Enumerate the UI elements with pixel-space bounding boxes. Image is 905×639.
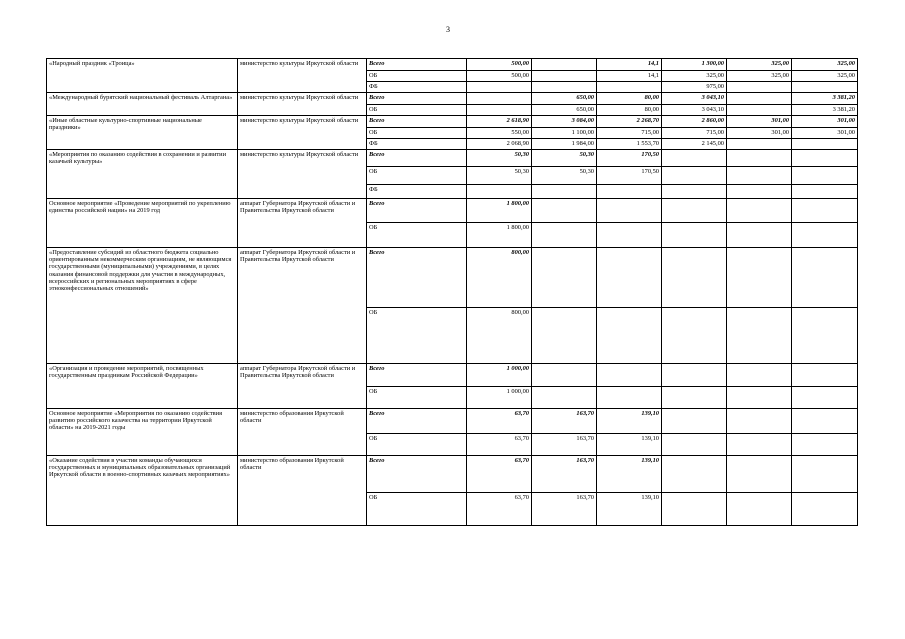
- amount-cell: 1 000,00: [467, 387, 532, 409]
- amount-cell: [597, 248, 662, 308]
- amount-cell: 325,00: [727, 59, 792, 71]
- amount-cell: [662, 167, 727, 185]
- funding-source-cell: Всего: [367, 93, 467, 105]
- amount-cell: [727, 82, 792, 93]
- funding-source-cell: ОБ: [367, 128, 467, 139]
- amount-cell: [662, 150, 727, 167]
- amount-cell: 163,70: [532, 493, 597, 526]
- amount-cell: 650,00: [532, 105, 597, 116]
- amount-cell: 301,00: [792, 128, 858, 139]
- amount-cell: 715,00: [597, 128, 662, 139]
- amount-cell: [662, 434, 727, 456]
- amount-cell: [792, 248, 858, 308]
- amount-cell: 63,70: [467, 409, 532, 434]
- amount-cell: [792, 82, 858, 93]
- amount-cell: 800,00: [467, 308, 532, 364]
- amount-cell: 50,30: [467, 167, 532, 185]
- funding-source-cell: ФБ: [367, 139, 467, 150]
- amount-cell: [597, 82, 662, 93]
- amount-cell: 1 800,00: [467, 223, 532, 248]
- event-name-cell: «Организация и проведение мероприятий, посвященных государственным праздникам Российской Федерации»: [47, 364, 238, 409]
- funding-source-cell: ОБ: [367, 71, 467, 82]
- amount-cell: [792, 139, 858, 150]
- amount-cell: [792, 409, 858, 434]
- amount-cell: [792, 199, 858, 223]
- amount-cell: [792, 456, 858, 493]
- amount-cell: [597, 308, 662, 364]
- funding-source-cell: Всего: [367, 248, 467, 308]
- amount-cell: 139,10: [597, 456, 662, 493]
- amount-cell: [792, 167, 858, 185]
- amount-cell: [532, 59, 597, 71]
- amount-cell: [532, 364, 597, 387]
- funding-source-cell: Всего: [367, 409, 467, 434]
- event-name-cell: Основное мероприятие «Проведение мероприятий по укреплению единства российской нации» на 2019 год: [47, 199, 238, 248]
- amount-cell: 2 860,00: [662, 116, 727, 128]
- funding-source-cell: Всего: [367, 59, 467, 71]
- amount-cell: 301,00: [727, 116, 792, 128]
- funding-source-cell: ОБ: [367, 223, 467, 248]
- amount-cell: 139,10: [597, 434, 662, 456]
- funding-source-cell: ОБ: [367, 493, 467, 526]
- amount-cell: [727, 248, 792, 308]
- amount-cell: 170,50: [597, 150, 662, 167]
- amount-cell: 715,00: [662, 128, 727, 139]
- event-name-cell: Основное мероприятие «Мероприятия по оказанию содействия развитию российского казачества на территории Иркутской области» на 2019-2021 годы: [47, 409, 238, 456]
- executor-cell: министерство культуры Иркутской области: [238, 150, 367, 199]
- executor-cell: аппарат Губернатора Иркутской области и Правительства Иркутской области: [238, 364, 367, 409]
- amount-cell: [792, 150, 858, 167]
- amount-cell: [727, 93, 792, 105]
- funding-source-cell: Всего: [367, 150, 467, 167]
- amount-cell: [662, 409, 727, 434]
- table-row: [47, 116, 858, 128]
- funding-source-cell: Всего: [367, 456, 467, 493]
- amount-cell: [727, 387, 792, 409]
- amount-cell: 50,30: [532, 150, 597, 167]
- amount-cell: [532, 185, 597, 199]
- amount-cell: 1 800,00: [467, 199, 532, 223]
- amount-cell: [597, 387, 662, 409]
- amount-cell: [597, 199, 662, 223]
- amount-cell: 3 381,20: [792, 93, 858, 105]
- amount-cell: [532, 387, 597, 409]
- amount-cell: 14,1: [597, 71, 662, 82]
- funding-source-cell: ФБ: [367, 82, 467, 93]
- amount-cell: 550,00: [467, 128, 532, 139]
- amount-cell: [467, 185, 532, 199]
- amount-cell: [662, 248, 727, 308]
- funding-source-cell: ОБ: [367, 308, 467, 364]
- amount-cell: 3 043,10: [662, 105, 727, 116]
- amount-cell: 325,00: [662, 71, 727, 82]
- amount-cell: 63,70: [467, 456, 532, 493]
- amount-cell: [597, 364, 662, 387]
- amount-cell: 1 100,00: [532, 128, 597, 139]
- amount-cell: [727, 105, 792, 116]
- amount-cell: 50,30: [467, 150, 532, 167]
- funding-source-cell: Всего: [367, 364, 467, 387]
- event-name-cell: «Оказание содействия в участии команды обучающихся государственных и муниципальных образовательных организаций Иркутской области в военно-спортивных казачьих мероприятиях»: [47, 456, 238, 526]
- amount-cell: 3 381,20: [792, 105, 858, 116]
- amount-cell: [727, 456, 792, 493]
- budget-table: [46, 58, 858, 526]
- table-row: [47, 199, 858, 223]
- amount-cell: 14,1: [597, 59, 662, 71]
- executor-cell: министерство образования Иркутской области: [238, 456, 367, 526]
- amount-cell: [467, 105, 532, 116]
- amount-cell: [662, 493, 727, 526]
- amount-cell: [792, 185, 858, 199]
- executor-cell: аппарат Губернатора Иркутской области и Правительства Иркутской области: [238, 248, 367, 364]
- amount-cell: 1 300,00: [662, 59, 727, 71]
- event-name-cell: «Иные областные культурно-спортивные национальные праздники»: [47, 116, 238, 150]
- amount-cell: 2 145,00: [662, 139, 727, 150]
- amount-cell: [727, 409, 792, 434]
- amount-cell: [727, 185, 792, 199]
- amount-cell: 63,70: [467, 493, 532, 526]
- amount-cell: [792, 434, 858, 456]
- amount-cell: [727, 223, 792, 248]
- amount-cell: [532, 223, 597, 248]
- amount-cell: 80,00: [597, 93, 662, 105]
- amount-cell: 301,00: [727, 128, 792, 139]
- amount-cell: [727, 493, 792, 526]
- amount-cell: [792, 387, 858, 409]
- amount-cell: 500,00: [467, 59, 532, 71]
- funding-source-cell: ОБ: [367, 387, 467, 409]
- amount-cell: [727, 139, 792, 150]
- amount-cell: [727, 434, 792, 456]
- executor-cell: министерство культуры Иркутской области: [238, 116, 367, 150]
- amount-cell: 1 984,00: [532, 139, 597, 150]
- executor-cell: аппарат Губернатора Иркутской области и Правительства Иркутской области: [238, 199, 367, 248]
- funding-source-cell: ОБ: [367, 167, 467, 185]
- amount-cell: 2 618,90: [467, 116, 532, 128]
- amount-cell: 301,00: [792, 116, 858, 128]
- amount-cell: 325,00: [727, 71, 792, 82]
- amount-cell: 1 553,70: [597, 139, 662, 150]
- table-row: [47, 456, 858, 493]
- amount-cell: [662, 456, 727, 493]
- amount-cell: 975,00: [662, 82, 727, 93]
- event-name-cell: «Международный бурятский национальный фестиваль Алтаргана»: [47, 93, 238, 116]
- amount-cell: [662, 364, 727, 387]
- amount-cell: [597, 185, 662, 199]
- amount-cell: 800,00: [467, 248, 532, 308]
- amount-cell: 3 043,10: [662, 93, 727, 105]
- event-name-cell: «Предоставление субсидий из областного бюджета социально ориентированным некоммерческим организациям, не являющимся государственными (муниципальными) учреждениями, в целях оказания финансовой поддержки для участия в международных, всероссийских и региональных мероприятиях в сфере этноконфессиональных отношений»: [47, 248, 238, 364]
- amount-cell: [597, 223, 662, 248]
- event-name-cell: «Народный праздник «Троица»: [47, 59, 238, 93]
- table-row: [47, 93, 858, 105]
- amount-cell: [467, 93, 532, 105]
- table-row: [47, 409, 858, 434]
- amount-cell: [532, 248, 597, 308]
- amount-cell: [662, 223, 727, 248]
- amount-cell: 170,50: [597, 167, 662, 185]
- amount-cell: [727, 167, 792, 185]
- amount-cell: 650,00: [532, 93, 597, 105]
- amount-cell: 80,00: [597, 105, 662, 116]
- amount-cell: 163,70: [532, 434, 597, 456]
- amount-cell: 2 268,70: [597, 116, 662, 128]
- funding-source-cell: ОБ: [367, 105, 467, 116]
- funding-source-cell: Всего: [367, 199, 467, 223]
- funding-source-cell: Всего: [367, 116, 467, 128]
- funding-source-cell: ФБ: [367, 185, 467, 199]
- amount-cell: [662, 387, 727, 409]
- amount-cell: 3 084,00: [532, 116, 597, 128]
- amount-cell: [727, 150, 792, 167]
- amount-cell: 163,70: [532, 456, 597, 493]
- amount-cell: [792, 493, 858, 526]
- executor-cell: министерство культуры Иркутской области: [238, 93, 367, 116]
- amount-cell: 50,30: [532, 167, 597, 185]
- amount-cell: [727, 199, 792, 223]
- table-row: [47, 248, 858, 308]
- amount-cell: 1 000,00: [467, 364, 532, 387]
- table-row: [47, 59, 858, 71]
- funding-source-cell: ОБ: [367, 434, 467, 456]
- executor-cell: министерство культуры Иркутской области: [238, 59, 367, 93]
- amount-cell: [662, 185, 727, 199]
- table-row: [47, 364, 858, 387]
- amount-cell: [532, 71, 597, 82]
- amount-cell: [727, 364, 792, 387]
- amount-cell: 500,00: [467, 71, 532, 82]
- amount-cell: 63,70: [467, 434, 532, 456]
- amount-cell: [727, 308, 792, 364]
- amount-cell: 139,10: [597, 409, 662, 434]
- amount-cell: [532, 199, 597, 223]
- amount-cell: [532, 82, 597, 93]
- amount-cell: 2 068,90: [467, 139, 532, 150]
- amount-cell: [792, 308, 858, 364]
- event-name-cell: «Мероприятия по оказанию содействия в сохранении и развитии казачьей культуры»: [47, 150, 238, 199]
- amount-cell: [792, 364, 858, 387]
- page-number: 3: [446, 25, 450, 34]
- amount-cell: 163,70: [532, 409, 597, 434]
- amount-cell: 325,00: [792, 59, 858, 71]
- amount-cell: [792, 223, 858, 248]
- amount-cell: [662, 199, 727, 223]
- amount-cell: 139,10: [597, 493, 662, 526]
- amount-cell: 325,00: [792, 71, 858, 82]
- amount-cell: [532, 308, 597, 364]
- amount-cell: [467, 82, 532, 93]
- amount-cell: [662, 308, 727, 364]
- executor-cell: министерство образования Иркутской области: [238, 409, 367, 456]
- table-row: [47, 150, 858, 167]
